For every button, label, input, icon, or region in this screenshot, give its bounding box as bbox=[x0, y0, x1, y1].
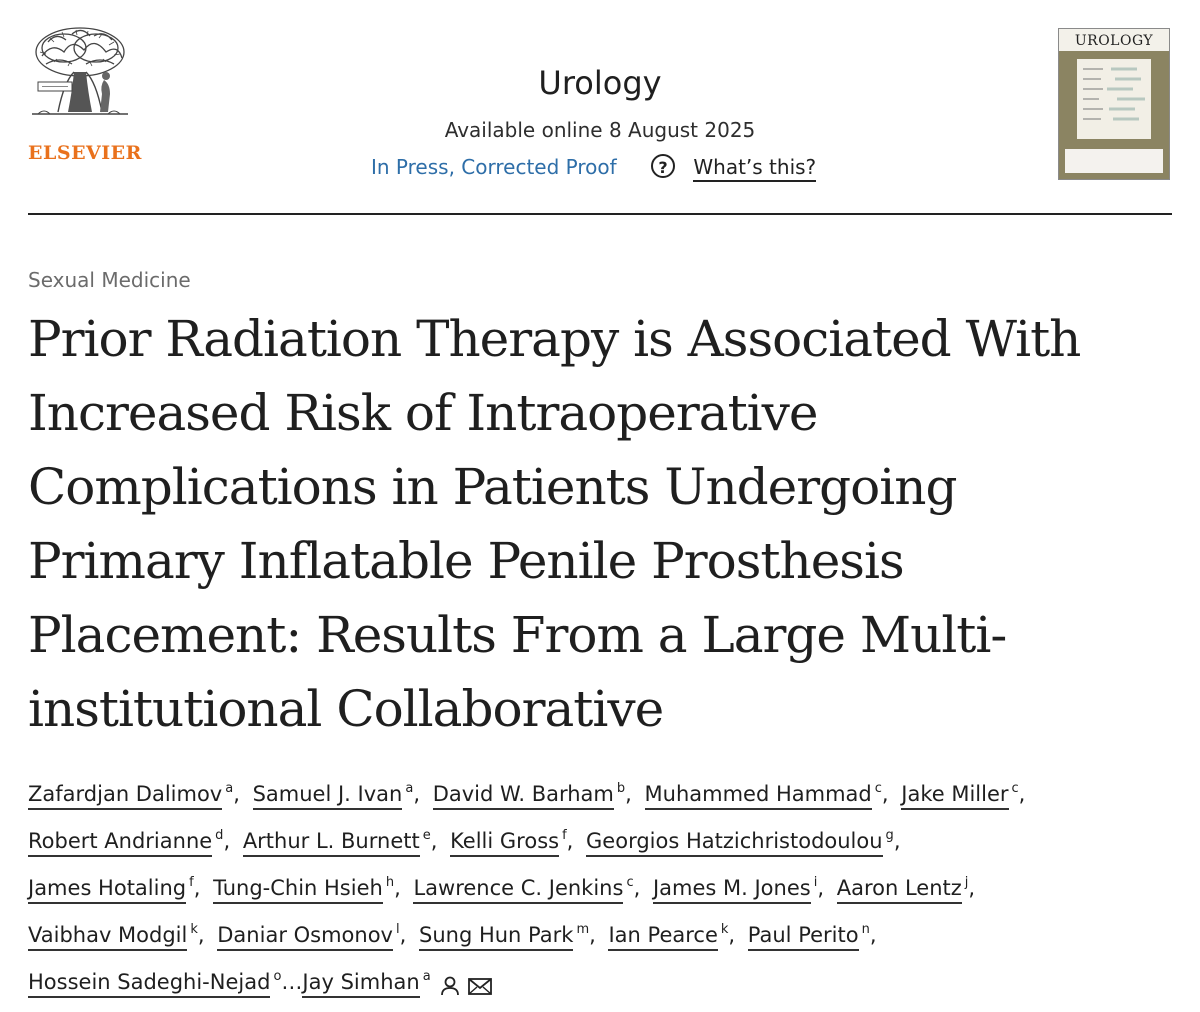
article-status-row bbox=[371, 154, 816, 184]
journal-header bbox=[28, 0, 1172, 215]
journal-title[interactable]: Urology bbox=[538, 64, 662, 102]
corresponding-author-icons[interactable] bbox=[439, 964, 493, 1006]
author-link[interactable]: Kelli Gross $^f$ bbox=[450, 829, 567, 853]
author-link[interactable]: Jake Miller $^c$ bbox=[901, 782, 1018, 806]
author-link[interactable]: Arthur L. Burnett $^e$ bbox=[243, 829, 431, 853]
author-link[interactable]: Zafardjan Dalimov $^a$ bbox=[28, 782, 233, 806]
title-line: Prior Radiation Therapy is Associated With bbox=[28, 310, 1081, 368]
title-line: Increased Risk of Intraoperative bbox=[28, 384, 818, 442]
author-link[interactable]: Hossein Sadeghi-Nejad $^o$ bbox=[28, 970, 281, 994]
header-divider bbox=[28, 213, 1172, 215]
publisher-name: ELSEVIER bbox=[28, 142, 142, 164]
author-list: Zafardjan Dalimov $^a$, Samuel J. Ivan $^a$, David W. Barham $^b$, Muhammed Hammad $^c$, Jake Miller $^c$, Robert Andrianne $^d$, Arthur L. Burnett $^e$, Kelli Gross $^f$, Georgios Hatzichristodoulou $^g$, James Hotaling $^f$, Tung-Chin Hsieh $^h$, Lawrence C. Jenkins $^c$, James M. Jones $^i$, Aaron Lentz $^j$, Vaibhav Modgil $^k$, Daniar Osmonov $^l$, Sung Hun Park $^m$, Ian Pearce $^k$, Paul Perito $^n$, Hossein Sadeghi-Nejad $^o$…Jay Simhan $^a$ bbox=[28, 768, 1178, 1006]
author-link[interactable]: Tung-Chin Hsieh $^h$ bbox=[213, 876, 394, 900]
author-link[interactable]: Lawrence C. Jenkins $^c$ bbox=[413, 876, 633, 900]
journal-cover[interactable] bbox=[1058, 28, 1170, 180]
author-link[interactable]: Samuel J. Ivan $^a$ bbox=[253, 782, 414, 806]
author-link[interactable]: James Hotaling $^f$ bbox=[28, 876, 194, 900]
title-line: Placement: Results From a Large Multi- bbox=[28, 606, 1007, 664]
author-link[interactable]: James M. Jones $^i$ bbox=[653, 876, 817, 900]
article-category: Sexual Medicine bbox=[28, 268, 191, 292]
available-online-date: Available online 8 August 2025 bbox=[444, 118, 756, 142]
in-press-link[interactable]: In Press, Corrected Proof bbox=[371, 155, 617, 179]
envelope-icon[interactable] bbox=[467, 975, 493, 997]
author-link[interactable]: Ian Pearce $^k$ bbox=[608, 923, 728, 947]
author-link[interactable]: Robert Andrianne $^d$ bbox=[28, 829, 223, 853]
author-link[interactable]: Paul Perito $^n$ bbox=[748, 923, 870, 947]
whats-this-link[interactable]: What’s this? bbox=[693, 155, 816, 182]
author-link[interactable]: Muhammed Hammad $^c$ bbox=[645, 782, 882, 806]
cover-footer bbox=[1065, 149, 1163, 173]
person-icon[interactable] bbox=[439, 975, 461, 997]
author-link[interactable]: Sung Hun Park $^m$ bbox=[419, 923, 589, 947]
author-link[interactable]: Daniar Osmonov $^l$ bbox=[217, 923, 399, 947]
cover-figure bbox=[1067, 59, 1161, 143]
question-circle-icon[interactable]: ? bbox=[651, 154, 675, 178]
title-line: Complications in Patients Undergoing bbox=[28, 458, 957, 516]
author-link[interactable]: Aaron Lentz $^j$ bbox=[837, 876, 969, 900]
title-line: Primary Inflatable Penile Prosthesis bbox=[28, 532, 904, 590]
title-line: institutional Collaborative bbox=[28, 680, 664, 738]
cover-title: UROLOGY bbox=[1059, 29, 1169, 51]
author-link[interactable]: David W. Barham $^b$ bbox=[433, 782, 625, 806]
author-link[interactable]: Georgios Hatzichristodoulou $^g$ bbox=[586, 829, 894, 853]
author-ellipsis[interactable]: … bbox=[281, 970, 303, 994]
author-link[interactable]: Jay Simhan $^a$ bbox=[302, 970, 430, 994]
author-link[interactable]: Vaibhav Modgil $^k$ bbox=[28, 923, 198, 947]
article-title bbox=[28, 302, 1178, 746]
